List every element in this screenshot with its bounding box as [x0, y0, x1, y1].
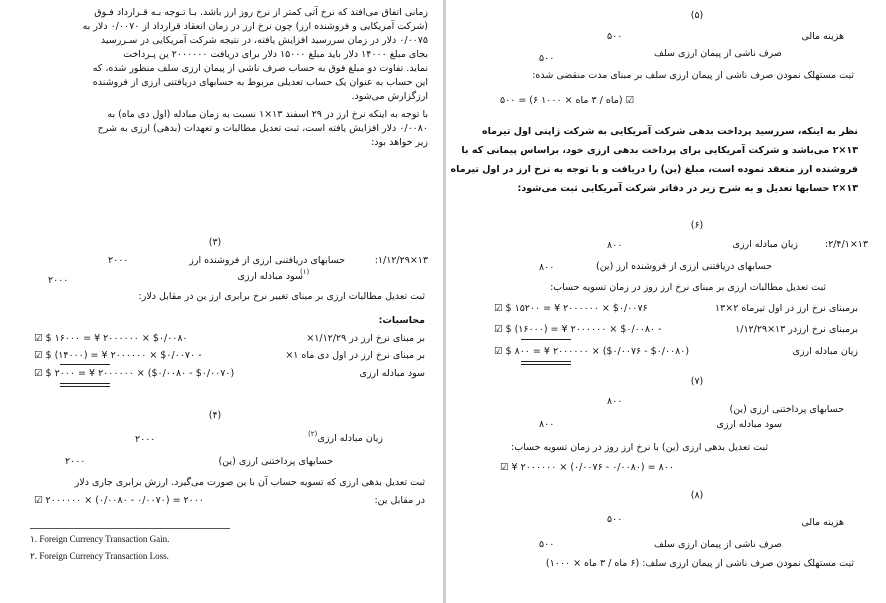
- para1-line: زمانی اتفاق می‌افتد که نرخ آتی کمتر از نرخ روز ارز باشد. بـا تـوجه بـه قـرارداد فـوق: [94, 7, 428, 18]
- entry-date: ۱۳×۲/۴/۱:: [824, 239, 868, 250]
- para-line: فروشنده ارز منعقد نموده است، مبلغ (ین) را دریافت و با توجه به نرخ ارز در اول تیرماه: [450, 164, 858, 175]
- entry-date: ۱۳×۱/۱۲/۲۹:: [374, 255, 428, 266]
- debit-amount: ۸۰۰: [607, 396, 623, 407]
- para1-line: نماید. تفاوت دو مبلغ فوق به حساب صرف ناشی از پیمان ارزی سلف منظور شده، که: [92, 63, 428, 74]
- entry-description: ثبت تعدیل بدهی ارزی که تسویه حساب آن با ین صورت می‌گیرد. ارزش برابری جاری دلار: [74, 477, 425, 488]
- debit-amount: ۲۰۰۰: [135, 434, 156, 445]
- entry-description: ثبت مستهلک نمودن صرف ناشی از پیمان ارزی سلف بر مبنای مدت منقضی شده:: [532, 70, 854, 81]
- entry-description: ثبت تعدیل بدهی ارزی (ین) با نرخ ارز روز در زمان تسویه حساب:: [511, 442, 768, 453]
- credit-account: سود مبادله ارزی: [716, 419, 782, 430]
- calc-label: برمبنای نرخ ارز در اول تیرماه ۲×۱۳: [715, 303, 858, 314]
- credit-amount: ۵۰۰: [539, 53, 555, 64]
- calc-label: سود مبادله ارزی: [359, 368, 425, 379]
- calc-title: محاسبات:: [378, 315, 425, 326]
- debit-account: زیان مبادله ارزی: [732, 239, 798, 250]
- entry-number: (۶): [690, 220, 704, 231]
- calc-label: برمبنای نرخ ارزدر ۱۳×۱/۱۲/۲۹: [735, 324, 858, 335]
- credit-account: صرف ناشی از پیمان ارزی سلف: [654, 48, 782, 59]
- calc-label: بر مبنای نرخ ارز در ۱/۱۲/۲۹×: [306, 333, 425, 344]
- entry-description: ثبت مستهلک نمودن صرف ناشی از پیمان ارزی سلف: (۶ ماه / ۳ ماه × ۱۰۰۰): [545, 558, 854, 569]
- calc-formula: ☑ $ (۱۶۰۰۰) = ¥ ۲۰۰۰۰۰۰ × $۰/۰۰۸۰ -: [494, 324, 662, 335]
- para2-line: زیر خواهد بود:: [371, 137, 428, 148]
- credit-account: حسابهای دریافتنی ارزی از فروشنده ارز (ین): [595, 261, 772, 272]
- entry-description: ثبت تعدیل مطالبات ارزی بر مبنای نرخ ارز روز در زمان تسویه حساب:: [550, 282, 826, 293]
- debit-amount: ۵۰۰: [607, 514, 623, 525]
- para1-line: ۰/۰۰۷۵ دلار در زمان سررسید افزایش یافته، در نتیجه شرکت آمریکایی در سـررسید: [100, 35, 428, 46]
- footnote-ref: (۲): [308, 430, 318, 438]
- calc-formula: ☑ $ ۱۵۲۰۰ = ¥ ۲۰۰۰۰۰۰ × $۰/۰۰۷۶: [494, 303, 648, 314]
- entry-number: (۸): [690, 490, 704, 501]
- footnote: ۱. Foreign Currency Transaction Gain.: [30, 534, 170, 544]
- credit-amount: ۵۰۰: [539, 539, 555, 550]
- para1-line: بجای مبلغ ۱۴۰۰۰ دلار باید مبلغ ۱۵۰۰۰ دلار برای دریافت ۲۰۰۰۰۰۰ ین پـرداخت: [123, 49, 428, 60]
- double-underline: [521, 361, 571, 362]
- entry-number: (۴): [208, 410, 222, 421]
- double-underline: [60, 383, 110, 384]
- para-line: ۱۳×۲ حسابها تعدیل و به شرح زیر در دفاتر شرکت آمریکایی ثبت می‌شود:: [517, 183, 858, 194]
- credit-account: صرف ناشی از پیمان ارزی سلف: [654, 539, 782, 550]
- calc-formula: ۵۰۰ = (۶ ماه / ۳ ماه × ۱۰۰۰) ☑: [500, 95, 635, 106]
- entry-number: (۳): [208, 237, 222, 248]
- debit-amount: ۲۰۰۰: [108, 255, 129, 266]
- para1-line: ارزگزارش می‌شود.: [351, 91, 428, 102]
- para2-line: ۰/۰۰۸۰ دلار افزایش یافته است، ثبت تعدیل مطالبات و تعهدات (بدهی) ارزی به شرح: [97, 123, 428, 134]
- para-line: نظر به اینکه، سررسید پرداخت بدهی شرکت آمریکایی به شرکت ژاپنی اول تیرماه: [481, 126, 858, 137]
- para1-line: (شرکت آمریکایی و فروشنده ارز) چون نرخ ارز در زمان انعقاد قرارداد از ۰/۰۰۷۰ دلار به: [82, 21, 428, 32]
- debit-amount: ۵۰۰: [607, 31, 623, 42]
- footnote: ۲. Foreign Currency Transaction Loss.: [30, 551, 169, 561]
- calc-formula: ☑ $ ۸۰۰ = ¥ ۲۰۰۰۰۰۰ × ($۰/۰۰۷۶ - $۰/۰۰۸۰): [494, 346, 690, 357]
- para-line: ۱۳×۲ می‌باشد و شرکت آمریکایی برای پرداخت بدهی ارزی خود، براساس پیمانی که با: [461, 145, 858, 156]
- calc-formula: ☑ $ (۱۴۰۰۰) = ¥ ۲۰۰۰۰۰۰ × $۰/۰۰۷۰ -: [34, 350, 202, 361]
- calc-formula: ☑ ¥ ۲۰۰۰۰۰۰ × (۰/۰۰۷۶ - ۰/۰۰۸۰) = ۸۰۰: [500, 462, 674, 473]
- credit-account: حسابهای پرداختنی ارزی (ین): [218, 456, 333, 467]
- footnote-ref: (۱): [300, 268, 310, 276]
- debit-account: هزینه مالی: [801, 517, 844, 528]
- entry-number: (۵): [690, 10, 704, 21]
- debit-amount: ۸۰۰: [607, 240, 623, 251]
- double-underline: [60, 386, 110, 387]
- credit-account: سود مبادله ارزی: [237, 271, 303, 282]
- para1-line: این حساب به عنوان یک حساب تعدیلی مربوط به حسابهای دریافتنی ارزی از فروشنده: [92, 77, 428, 88]
- credit-amount: ۲۰۰۰: [48, 275, 69, 286]
- credit-amount: ۲۰۰۰: [65, 456, 86, 467]
- debit-account: هزینه مالی: [801, 31, 844, 42]
- para2-line: با توجه به اینکه نرخ ارز در ۲۹ اسفند ۱۳×۱ نسبت به زمان مبادله (اول دی ماه) به: [107, 109, 428, 120]
- entry-number: (۷): [690, 376, 704, 387]
- calc-formula: ☑ ۲۰۰۰۰۰۰ × (۰/۰۰۸۰ - ۰/۰۰۷۰) = ۲۰۰۰: [34, 495, 204, 506]
- debit-account: حسابهای پرداختنی ارزی (ین): [729, 404, 844, 415]
- right-page: [446, 0, 886, 603]
- entry-description: ثبت تعدیل مطالبات ارزی بر مبنای تغییر نرخ برابری ارز ین در مقابل دلار:: [138, 291, 425, 302]
- calc-label: بر مبنای نرخ ارز در اول دی ماه ۱×: [285, 350, 425, 361]
- entry-description: در مقابل ین:: [374, 495, 425, 506]
- debit-account: زیان مبادله ارزی: [317, 433, 383, 444]
- calc-label: زیان مبادله ارزی: [792, 346, 858, 357]
- credit-amount: ۸۰۰: [539, 262, 555, 273]
- calc-formula: ☑ $ ۱۶۰۰۰ = ¥ ۲۰۰۰۰۰۰ × $۰/۰۰۸۰: [34, 333, 188, 344]
- underline: [60, 364, 110, 365]
- double-underline: [521, 364, 571, 365]
- footnote-rule: [30, 528, 230, 529]
- debit-account: حسابهای دریافتنی ارزی از فروشنده ارز: [189, 255, 345, 266]
- calc-formula: ☑ $ ۲۰۰۰ = ¥ ۲۰۰۰۰۰۰ × ($۰/۰۰۸۰ - $۰/۰۰۷۰): [34, 368, 235, 379]
- underline: [521, 339, 571, 340]
- credit-amount: ۸۰۰: [539, 419, 555, 430]
